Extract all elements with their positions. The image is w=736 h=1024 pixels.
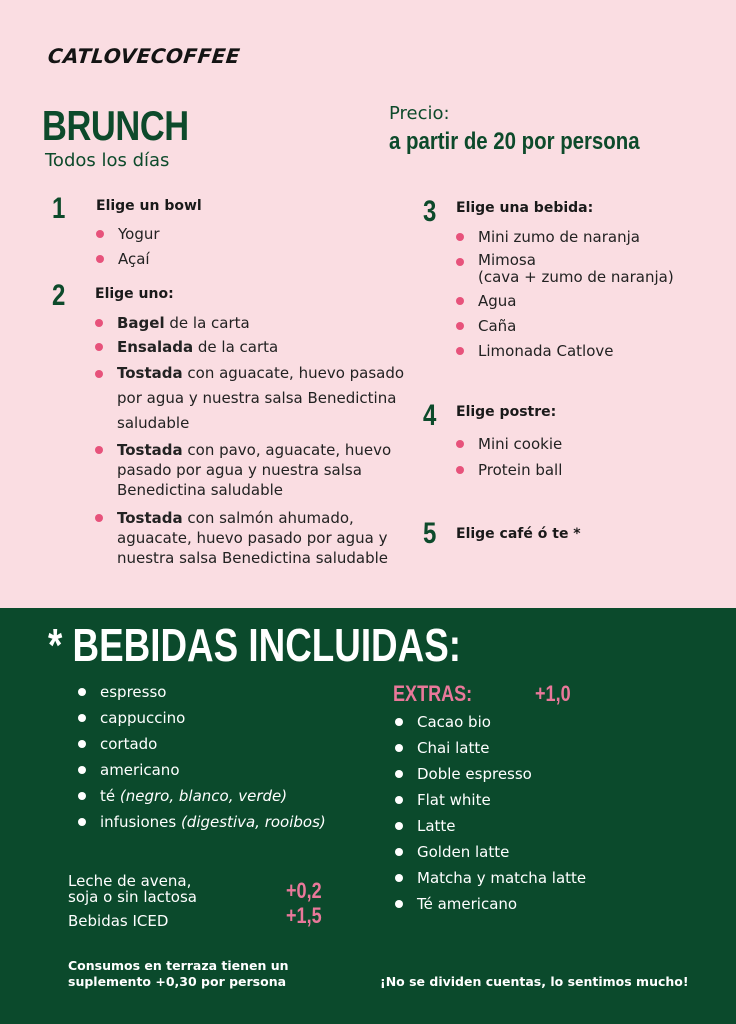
list-item: Tostada con pavo, aguacate, huevo pasado por agua y nuestra salsa Benedictina saludable (95, 440, 407, 500)
milk-option-price: +0,2 (286, 878, 322, 903)
list-item: Mini zumo de naranja (456, 227, 674, 247)
list-item: Té americano (395, 894, 586, 914)
bullet-icon (96, 255, 104, 263)
list-item: Yogur (96, 224, 160, 244)
bullet-icon (395, 718, 403, 726)
iced-price: +1,5 (286, 903, 322, 928)
list-item: Golden latte (395, 842, 586, 862)
step-1-number: 1 (52, 192, 66, 225)
bullet-icon (395, 822, 403, 830)
bullet-icon (96, 230, 104, 238)
list-item: Chai latte (395, 738, 586, 758)
list-item: cappuccino (78, 708, 326, 728)
bullet-icon (395, 770, 403, 778)
list-item: Bagel de la carta (95, 313, 405, 333)
bullet-icon (456, 233, 464, 241)
step-4-list (456, 434, 562, 480)
brand-logo: CATLOVECOFFEE (46, 44, 242, 68)
list-item: Açaí (96, 249, 160, 269)
step-4-title: Elige postre: (456, 404, 557, 420)
list-item: té (negro, blanco, verde) (78, 786, 326, 806)
iced-label: Bebidas ICED (68, 912, 169, 930)
bullet-icon (456, 347, 464, 355)
price-value: a partir de 20 por persona (389, 128, 640, 155)
bullet-icon (456, 322, 464, 330)
bullet-icon (78, 766, 86, 774)
step-3-list (456, 227, 674, 361)
step-2-title: Elige uno: (95, 286, 174, 302)
bullet-icon (456, 297, 464, 305)
step-3-title: Elige una bebida: (456, 200, 594, 216)
step-2-number: 2 (52, 279, 66, 312)
bullet-icon (78, 688, 86, 696)
bullet-icon (78, 740, 86, 748)
bullet-icon (95, 343, 103, 351)
step-5-title: Elige café ó te * (456, 526, 581, 542)
bullet-icon (395, 848, 403, 856)
step-1-title: Elige un bowl (96, 198, 202, 214)
bullet-icon (395, 744, 403, 752)
list-item: Limonada Catlove (456, 341, 674, 361)
bullet-icon (456, 466, 464, 474)
extras-list (395, 712, 586, 914)
extras-label: EXTRAS: (393, 681, 473, 706)
list-item: cortado (78, 734, 326, 754)
bullet-icon (78, 714, 86, 722)
bullet-icon (78, 818, 86, 826)
drinks-title: * BEBIDAS INCLUIDAS: (48, 619, 461, 671)
list-item: Cacao bio (395, 712, 586, 732)
bullet-icon (78, 792, 86, 800)
bullet-icon (395, 796, 403, 804)
step-2-list (95, 313, 405, 568)
list-item: Ensalada de la carta (95, 337, 405, 357)
list-item: Doble espresso (395, 764, 586, 784)
price-label: Precio: (389, 103, 450, 124)
list-item: Matcha y matcha latte (395, 868, 586, 888)
list-item: Latte (395, 816, 586, 836)
step-3-number: 3 (423, 195, 437, 228)
bullet-icon (395, 874, 403, 882)
list-item: Protein ball (456, 460, 562, 480)
no-split-bill-note: ¡No se dividen cuentas, lo sentimos mucho! (380, 974, 689, 989)
step-1-list (96, 224, 160, 269)
list-item: americano (78, 760, 326, 780)
bullet-icon (456, 440, 464, 448)
list-item: Mini cookie (456, 434, 562, 454)
bullet-icon (456, 258, 464, 266)
list-item: espresso (78, 682, 326, 702)
step-4-number: 4 (423, 399, 437, 432)
list-item: Caña (456, 316, 674, 336)
bullet-icon (95, 446, 103, 454)
list-item: Agua (456, 291, 674, 311)
terrace-note: Consumos en terraza tienen un suplemento +0,30 por persona (68, 958, 289, 989)
list-item: Tostada con aguacate, huevo pasado por agua y nuestra salsa Benedictina saludable (95, 361, 407, 436)
bullet-icon (95, 319, 103, 327)
list-item: Tostada con salmón ahumado, aguacate, huevo pasado por agua y nuestra salsa Benedictina saludable (95, 508, 407, 568)
list-item: infusiones (digestiva, rooibos) (78, 812, 326, 832)
extras-price: +1,0 (535, 681, 571, 706)
step-5-number: 5 (423, 517, 437, 550)
list-item: Mimosa (cava + zumo de naranja) (456, 252, 674, 286)
bullet-icon (95, 514, 103, 522)
included-drinks-list (78, 682, 326, 832)
list-item: Flat white (395, 790, 586, 810)
milk-option-label: Leche de avena, soja o sin lactosa (68, 872, 197, 906)
page-title: BRUNCH (42, 102, 189, 149)
bullet-icon (95, 370, 103, 378)
bullet-icon (395, 900, 403, 908)
page-subtitle: Todos los días (45, 150, 170, 171)
